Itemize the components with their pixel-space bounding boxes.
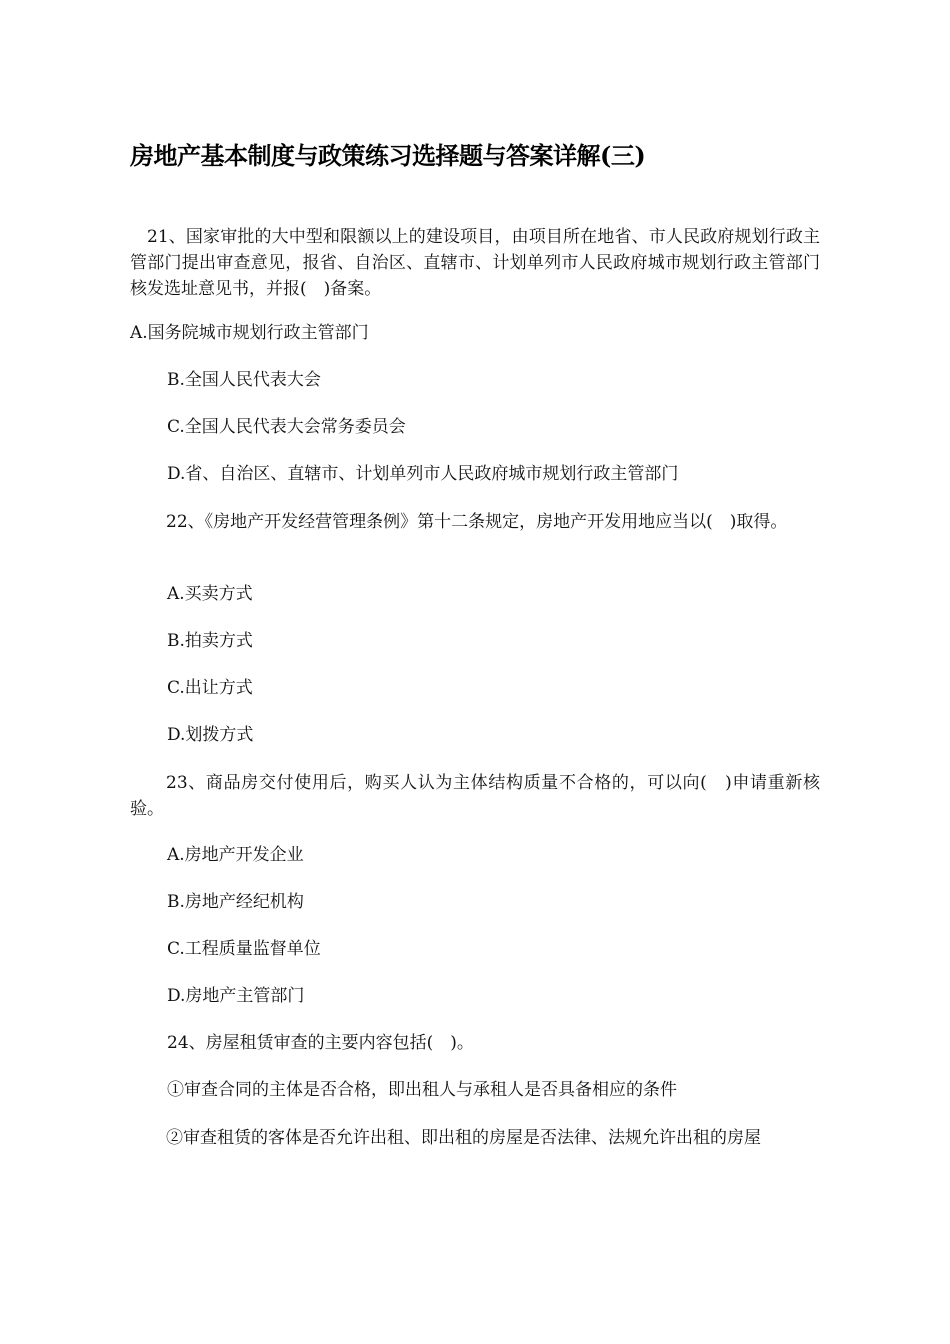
question-23-stem: 23、商品房交付使用后，购买人认为主体结构质量不合格的，可以向( )申请重新核验。 (130, 773, 820, 819)
question-22-option-a: A.买卖方式 (167, 584, 253, 604)
question-21-option-b: B.全国人民代表大会 (167, 370, 321, 390)
question-24-stem: 24、房屋租赁审查的主要内容包括( )。 (167, 1033, 474, 1053)
question-21-stem: 21、国家审批的大中型和限额以上的建设项目，由项目所在地省、市人民政府规划行政主管部门提出审查意见，报省、自治区、直辖市、计划单列市人民政府城市规划行政主管部门核发选址意见书，并报( )备案。 (130, 227, 820, 299)
question-21-option-c: C.全国人民代表大会常务委员会 (167, 417, 406, 437)
question-22-option-d: D.划拨方式 (167, 725, 254, 745)
question-24-item-1: ①审查合同的主体是否合格，即出租人与承租人是否具备相应的条件 (167, 1080, 677, 1100)
document-title: 房地产基本制度与政策练习选择题与答案详解(三) (130, 141, 646, 170)
question-21-option-d: D.省、自治区、直辖市、计划单列市人民政府城市规划行政主管部门 (167, 464, 679, 484)
question-23-option-c: C.工程质量监督单位 (167, 939, 321, 959)
question-22-stem: 22、《房地产开发经营管理条例》第十二条规定，房地产开发用地应当以( )取得。 (166, 512, 788, 532)
question-23-option-b: B.房地产经纪机构 (167, 892, 304, 912)
question-22-option-c: C.出让方式 (167, 678, 253, 698)
question-22-option-b: B.拍卖方式 (167, 631, 253, 651)
question-24-item-2: ②审查租赁的客体是否允许出租、即出租的房屋是否法律、法规允许出租的房屋 (166, 1128, 761, 1148)
question-23-option-a: A.房地产开发企业 (167, 845, 304, 865)
question-23-option-d: D.房地产主管部门 (167, 986, 305, 1006)
question-21-option-a: A.国务院城市规划行政主管部门 (130, 323, 369, 343)
